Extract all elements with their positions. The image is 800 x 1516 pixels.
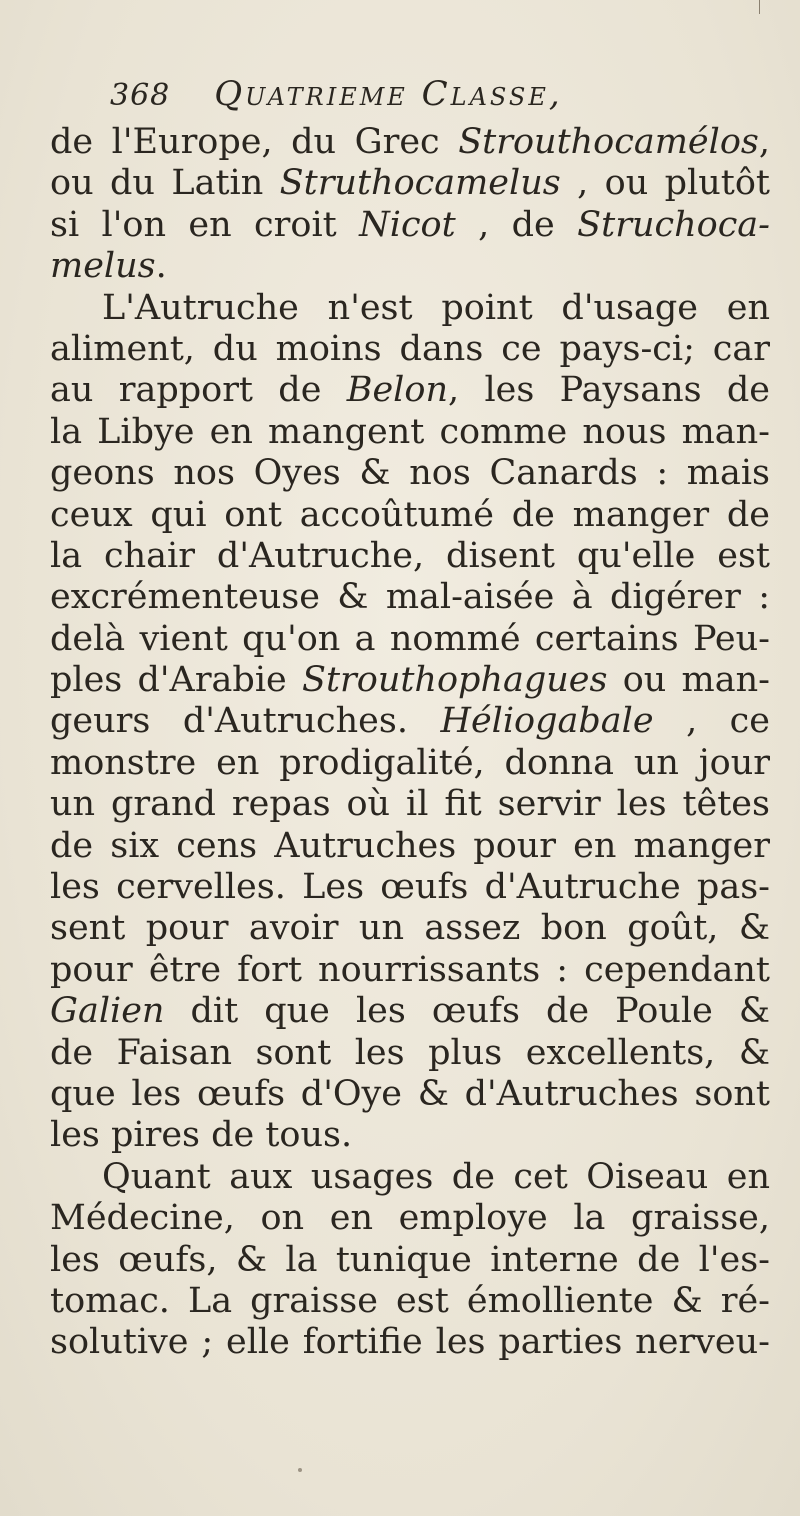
text-line: de l'Europe, du Grec Strouthocamélos, [50, 122, 770, 162]
text-line: pour être fort nourrissants : cependant [50, 949, 770, 990]
text-line: un grand repas où il fit servir les têtes [50, 784, 770, 825]
text-line: geons nos Oyes & nos Canards : mais [50, 453, 770, 494]
text-line: de six cens Autruches pour en manger [50, 825, 770, 866]
text-line: Galien dit que les œufs de Poule & [50, 991, 770, 1032]
page-number: 368 [110, 78, 171, 113]
ink-speck [298, 1468, 302, 1472]
text-line: excrémenteuse & mal-aisée à digérer : [50, 577, 770, 618]
text-line: les cervelles. Les œufs d'Autruche pas- [50, 867, 770, 908]
text-line: aliment, du moins dans ce pays-ci; car [50, 328, 770, 369]
text-line: les œufs, & la tunique interne de l'es- [50, 1239, 770, 1280]
text-line: que les œufs d'Oye & d'Autruches sont [50, 1073, 770, 1114]
text-line: la chair d'Autruche, disent qu'elle est [50, 535, 770, 576]
text-line: au rapport de Belon, les Paysans de [50, 370, 770, 411]
text-line: ceux qui ont accoûtumé de manger de [50, 494, 770, 535]
text-line: si l'on en croit Nicot , de Struchoca- [50, 204, 770, 245]
running-title: Quatrieme Classe, [214, 74, 563, 114]
text-line: monstre en prodigalité, donna un jour [50, 742, 770, 783]
text-line: tomac. La graisse est émolliente & ré- [50, 1280, 770, 1321]
text-line: Médecine, on en employe la graisse, [50, 1198, 770, 1239]
page-header [110, 74, 730, 124]
text-line: ou du Latin Struthocamelus , ou plutôt [50, 163, 770, 204]
text-line: solutive ; elle fortifie les parties nerveu- [50, 1322, 770, 1363]
text-line: ples d'Arabie Strouthophagues ou man- [50, 660, 770, 701]
text-line: melus. [50, 246, 167, 287]
text-line: de Faisan sont les plus excellents, & [50, 1032, 770, 1073]
text-line: geurs d'Autruches. Héliogabale , ce [50, 701, 770, 742]
text-line: sent pour avoir un assez bon goût, & [50, 908, 770, 949]
text-line: les pires de tous. [50, 1115, 353, 1156]
body-text [50, 122, 770, 1364]
text-line: la Libye en mangent comme nous man- [50, 411, 770, 452]
page-edge-mark [759, 0, 760, 14]
paragraph-start-line: Quant aux usages de cet Oiseau en [102, 1156, 770, 1197]
text-line: delà vient qu'on a nommé certains Peu- [50, 618, 770, 659]
paragraph-start-line: L'Autruche n'est point d'usage en [102, 287, 770, 328]
